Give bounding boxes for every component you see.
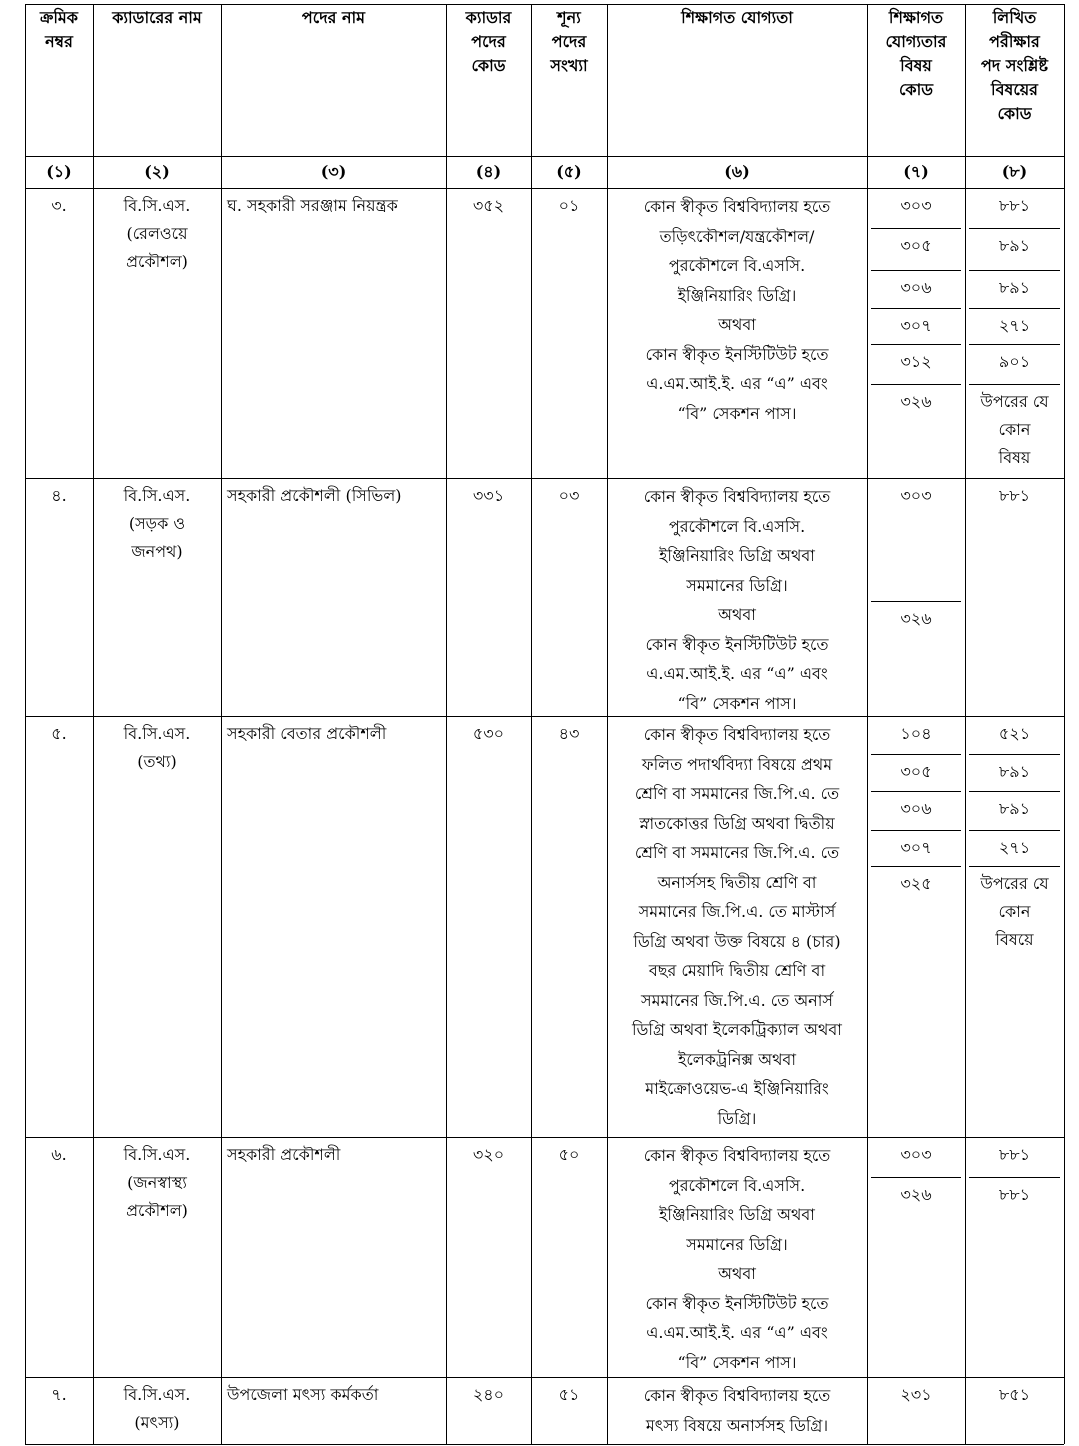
subject-rule [871,866,961,867]
qualification [609,482,865,718]
cadre-post-code: ৩২০ [472,1145,505,1164]
subject-code: ৩০৩ [900,1145,932,1164]
header-cell-line: কোড [471,56,506,75]
subject-code: ৩০৭ [900,316,932,335]
column-number: (৪) [475,162,502,181]
exam-subject-code: ৮৯১ [998,236,1031,255]
cadre-name [95,482,219,566]
vacancy-count: ০১ [558,196,580,215]
header-cell-line: পদের [551,32,587,51]
subject-code: ৩২৬ [900,609,932,628]
cadre-name-line: বি.সি.এস. [123,486,191,505]
cadre-name-line: বি.সি.এস. [123,1145,191,1164]
column-rule [446,4,447,1444]
subject-rule [969,270,1060,271]
subject-code: ৩১২ [900,352,932,371]
header-cell [533,6,605,78]
exam-subject-code: ৮৮১ [998,196,1031,215]
header-cell-line: পদ সংশ্লিষ্ট [981,56,1048,75]
exam-subject-code: ২৭১ [998,316,1031,335]
cadre-post-code: ৩৩১ [472,486,505,505]
row-rule [25,478,1064,479]
header-cell-line: পরীক্ষার [989,32,1040,51]
column-rule [93,4,94,1444]
exam-subject-code: ৮৮১ [998,1145,1031,1164]
cadre-name-line: (তথ্য) [137,752,177,771]
row-rule [25,1137,1064,1138]
subject-rule [871,228,961,229]
subject-rule [871,308,961,309]
subject-rule [969,830,1060,831]
vacancy-count: ৫১ [558,1385,580,1404]
subject-code: ৩২৬ [900,392,932,411]
cadre-post-code: ২৪০ [472,1385,505,1404]
qualification-line: ইঞ্জিনিয়ারিং ডিগ্রি অথবা [659,1205,815,1224]
subject-rule [871,384,961,385]
subject-rule [871,601,961,602]
header-cell-line: পদের নাম [301,8,366,27]
serial-number: ৫. [51,724,67,743]
header-cell [609,6,865,30]
qualification [609,720,865,1133]
cadre-name-line: জনপথ) [131,542,183,561]
vacancy-count: ০৩ [558,486,580,505]
row-rule [25,156,1064,157]
header-cell [967,6,1062,126]
subject-code: ৩০৫ [900,236,932,255]
header-cell-line: ক্যাডারের নাম [112,8,202,27]
subject-rule [871,754,961,755]
header-cell-line: বিষয় [900,56,932,75]
header-cell-line: শিক্ষাগত যোগ্যতা [681,8,793,27]
qualification-line: কোন স্বীকৃত বিশ্ববিদ্যালয় হতে [643,1386,831,1405]
subject-code: ৩০৫ [900,762,932,781]
vacancy-count: ৫০ [558,1145,580,1164]
qualification-line: সমমানের ডিগ্রি। [686,1234,788,1254]
cadre-post-code: ৩৫২ [472,196,505,215]
cadre-name-line: বি.সি.এস. [123,196,191,215]
header-cell-line: যোগ্যতার [885,32,947,51]
qualification-line: পুরকৌশলে বি.এসসি. [668,516,806,536]
qualification-line: সমমানের জি.পি.এ. তে অনার্স [641,990,833,1010]
cadre-name [95,1381,219,1437]
post-name: সহকারী প্রকৌশলী [227,1145,341,1164]
subject-code: ৩০৬ [900,799,932,818]
serial-number: ৪. [51,486,67,505]
vacancy-count: ৪৩ [558,724,580,743]
subject-rule [871,270,961,271]
qualification-line: অথবা [718,1264,756,1283]
column-rule [965,4,966,1444]
qualification-line: শ্রেণি বা সমমানের জি.পি.এ. তে [634,843,840,862]
exam-subject-code-line: উপরের যে [980,874,1049,893]
cadre-name-line: (জনস্বাস্থ্য [127,1173,187,1192]
post-name: সহকারী প্রকৌশলী (সিভিল) [227,486,402,505]
subject-code: ৩০৬ [900,278,932,297]
header-cell-line: লিখিত [992,8,1037,27]
cadre-post-code: ৫৩০ [472,724,505,743]
subject-code: ৩০৭ [900,838,932,857]
row-rule [25,1377,1064,1378]
subject-code: ১০৪ [900,724,932,743]
qualification [609,1381,865,1440]
exam-subject-code: ৮৮১ [998,486,1031,505]
qualification-line: ডিগ্রি। [717,1108,757,1128]
column-rule [607,4,608,1444]
exam-subject-code-line: বিষয়ে [995,930,1034,949]
exam-subject-code: ২৭১ [998,838,1031,857]
cadre-name-line: বি.সি.এস. [123,724,191,743]
post-name: সহকারী বেতার প্রকৌশলী [227,724,387,743]
exam-subject-code [967,388,1062,472]
subject-rule [969,308,1060,309]
qualification-line: মৎস্য বিষয়ে অনার্সসহ ডিগ্রি। [645,1415,829,1435]
column-rule [867,4,868,1444]
header-cell-line: কোড [997,104,1032,123]
qualification [609,192,865,428]
column-number: (৩) [320,162,347,181]
subject-code: ২৩১ [900,1385,932,1404]
exam-subject-code: ৮৮১ [998,1185,1031,1204]
subject-rule [969,1177,1060,1178]
subject-rule [969,228,1060,229]
header-cell-line: নম্বর [45,32,73,51]
header-cell [95,6,219,30]
qualification-line: ইঞ্জিনিয়ারিং ডিগ্রি। [677,285,797,305]
header-cell-line: শিক্ষাগত [888,8,944,27]
qualification-line: তড়িৎকৌশল/যন্ত্রকৌশল/ [659,226,815,246]
subject-rule [871,791,961,792]
qualification-line: এ.এম.আই.ই. এর “এ” এবং [646,664,828,683]
column-number: (৭) [903,162,929,181]
exam-subject-code-line: বিষয় [998,448,1031,467]
subject-code: ৩২৬ [900,1185,932,1204]
column-rule [221,4,222,1444]
subject-rule [871,830,961,831]
qualification-line: কোন স্বীকৃত বিশ্ববিদ্যালয় হতে [643,197,831,216]
qualification-line: ইলেকট্রনিক্স অথবা [678,1049,796,1069]
row-rule [25,188,1064,189]
header-cell-line: পদের [471,32,506,51]
serial-number: ৭. [51,1385,67,1404]
post-name: ঘ. সহকারী সরঞ্জাম নিয়ন্ত্রক [227,196,398,215]
subject-rule [969,866,1060,867]
qualification-line: “বি” সেকশন পাস। [677,1352,797,1372]
qualification-line: অথবা [718,315,756,334]
header-cell [448,6,529,78]
subject-rule [969,754,1060,755]
qualification-line: ডিগ্রি অথবা উক্ত বিষয়ে ৪ (চার) [633,931,841,951]
row-rule [25,716,1064,717]
qualification [609,1141,865,1377]
cadre-name [95,192,219,276]
qualification-line: সমমানের ডিগ্রি। [686,575,788,595]
subject-rule [871,1177,961,1178]
serial-number: ৬. [51,1145,67,1164]
subject-code: ৩২৫ [900,874,932,893]
exam-subject-code-line: কোন [998,902,1031,921]
post-name: উপজেলা মৎস্য কর্মকর্তা [227,1385,379,1404]
column-rule [25,4,26,1444]
qualification-line: ডিগ্রি অথবা ইলেকট্রিক্যাল অথবা [632,1020,842,1039]
column-number: (৬) [724,162,750,181]
qualification-line: শ্রেণি বা সমমানের জি.পি.এ. তে [634,784,840,803]
qualification-line: পুরকৌশলে বি.এসসি. [668,1175,806,1195]
subject-code: ৩০৩ [900,486,932,505]
row-rule [25,4,1064,5]
cadre-name-line: প্রকৌশল) [126,1201,188,1220]
subject-rule [969,791,1060,792]
subject-code: ৩০৩ [900,196,932,215]
qualification-line: কোন স্বীকৃত বিশ্ববিদ্যালয় হতে [643,725,831,744]
column-number: (৮) [1001,162,1028,181]
header-cell-line: শূন্য [557,8,581,27]
column-number: (৫) [556,162,582,181]
subject-rule [969,384,1060,385]
qualification-line: কোন স্বীকৃত ইনস্টিটিউট হতে [645,1293,829,1313]
qualification-line: ফলিত পদার্থবিদ্যা বিষয়ে প্রথম [641,754,833,774]
column-number: (২) [144,162,170,181]
cadre-name-line: (মৎস্য) [134,1413,180,1432]
subject-rule [871,344,961,345]
subject-rule [969,344,1060,345]
qualification-line: বছর মেয়াদি দ্বিতীয় শ্রেণি বা [648,961,826,980]
qualification-line: কোন স্বীকৃত ইনস্টিটিউট হতে [645,344,829,364]
header-cell-line: ক্রমিক [39,8,79,27]
column-rule [531,4,532,1444]
cadre-name-line: প্রকৌশল) [126,252,188,271]
qualification-line: এ.এম.আই.ই. এর “এ” এবং [646,374,828,393]
qualification-line: সমমানের জি.পি.এ. তে মাস্টার্স [638,902,836,921]
qualification-line: অথবা [718,605,756,624]
column-rule [1064,4,1065,1444]
column-number: (১) [46,162,72,181]
exam-subject-code-line: উপরের যে [980,392,1049,411]
qualification-line: মাইক্রোওয়েভ-এ ইঞ্জিনিয়ারিং [645,1079,829,1098]
qualification-line: অনার্সসহ দ্বিতীয় শ্রেণি বা [657,872,817,892]
qualification-line: ইঞ্জিনিয়ারিং ডিগ্রি অথবা [659,546,815,565]
exam-subject-code: ৯০১ [998,352,1031,371]
qualification-line: পুরকৌশলে বি.এসসি. [668,256,806,275]
header-cell-line: ক্যাডার [465,8,512,27]
qualification-line: কোন স্বীকৃত বিশ্ববিদ্যালয় হতে [643,1146,831,1165]
qualification-line: “বি” সেকশন পাস। [677,693,797,713]
qualification-line: কোন স্বীকৃত ইনস্টিটিউট হতে [645,634,829,654]
exam-subject-code-line: কোন [998,420,1031,439]
header-cell-line: সংখ্যা [550,56,588,75]
header-cell [869,6,963,102]
exam-subject-code [967,870,1062,954]
qualification-line: কোন স্বীকৃত বিশ্ববিদ্যালয় হতে [643,487,831,506]
cadre-name-line: বি.সি.এস. [123,1385,191,1404]
cadre-name-line: (রেলওয়ে [126,224,188,243]
serial-number: ৩. [51,196,67,215]
header-cell [27,6,91,54]
exam-subject-code: ৮৯১ [998,278,1031,297]
qualification-line: এ.এম.আই.ই. এর “এ” এবং [646,1323,828,1342]
qualification-line: স্নাতকোত্তর ডিগ্রি অথবা দ্বিতীয় [639,813,835,833]
row-rule [25,1444,1064,1445]
exam-subject-code: ৫২১ [998,724,1031,743]
exam-subject-code: ৮৯১ [998,799,1031,818]
cadre-name [95,720,219,776]
qualification-line: “বি” সেকশন পাস। [677,403,797,423]
cadre-name [95,1141,219,1225]
header-cell-line: কোড [898,80,934,99]
header-cell [223,6,444,30]
exam-subject-code: ৮৫১ [998,1385,1031,1404]
bcs-vacancy-table [25,4,1064,1444]
cadre-name-line: (সড়ক ও [128,514,186,533]
exam-subject-code: ৮৯১ [998,762,1031,781]
header-cell-line: বিষয়ের [991,80,1038,99]
